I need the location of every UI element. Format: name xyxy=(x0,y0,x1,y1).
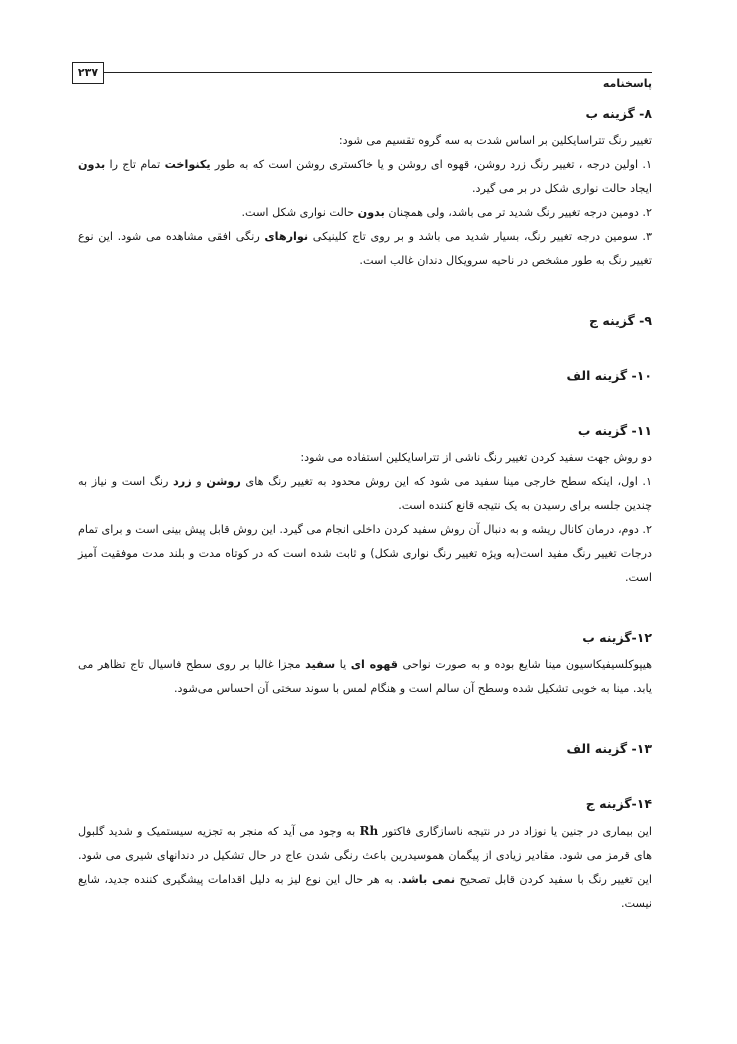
answer-10-heading: ۱۰- گزینه الف xyxy=(566,368,652,383)
answer-14-heading: ۱۴-گزینه ج xyxy=(585,796,652,811)
answer-8-paragraph-4: ۳. سومین درجه تغییر رنگ، بسیار شدید می باشد و بر روی تاج کلینیکی نوارهای رنگی افقی مشاهده می شود. این نوع تغییر رنگ به طور مشخص در ناحیه سرویکال دندان غالب است. xyxy=(78,230,653,267)
header-rule xyxy=(72,72,652,73)
answer-8-heading: ۸- گزینه ب xyxy=(585,106,652,121)
answer-content xyxy=(78,106,652,916)
answer-11-heading: ۱۱- گزینه ب xyxy=(577,423,652,438)
answer-12-paragraph-1: هیپوکلسیفیکاسیون مینا شایع بوده و به صورت نواحی قهوه ای یا سفید مجزا غالبا بر روی سطح فاسیال تاج تظاهر می یابد. مینا به خوبی تشکیل شده وسطح آن سالم است و هنگام لمس با سوند سختی آن احساس می‌شود. xyxy=(78,658,653,695)
answer-14-paragraph-1: این بیماری در جنین یا نوزاد در در نتیجه ناسازگاری فاکتور Rh به وجود می آید که منجر به تجزیه سیستمیک و شدید گلبول های قرمز می شود. مقادیر زیادی از پیگمان هموسیدرین باعث رنگی شدن عاج در حال تشکیل در دندانهای شیری می شود. این تغییر رنگ با سفید کردن قابل تصحیح نمی باشد. به هر حال این نوع لیز به دلیل اقدامات پیشگیری کننده جدید، شایع نیست. xyxy=(78,824,652,910)
answer-8-paragraph-2: ۱. اولین درجه ، تغییر رنگ زرد روشن، قهوه ای روشن و یا خاکستری روشن است که به طور یکنواخت تمام تاج را بدون ایجاد حالت نواری شکل در بر می گیرد. xyxy=(78,158,653,195)
answer-8-paragraph-1: تغییر رنگ تتراسایکلین بر اساس شدت به سه گروه تقسیم می شود: xyxy=(338,134,652,147)
answer-8-paragraph-3: ۲. دومین درجه تغییر رنگ شدید تر می باشد، ولی همچنان بدون حالت نواری شکل است. xyxy=(241,206,652,219)
page-number: ۲۳۷ xyxy=(72,62,104,84)
running-head: پاسخنامه xyxy=(602,77,652,90)
answer-11-paragraph-1: دو روش جهت سفید کردن تغییر رنگ ناشی از تتراسایکلین استفاده می شود: xyxy=(300,451,652,464)
answer-11-paragraph-2: ۱. اول، اینکه سطح خارجی مینا سفید می شود که این روش محدود به تغییر رنگ های روشن و زرد رنگ است و نیاز به چندین جلسه برای رسیدن به یک نتیجه قانع کننده است. xyxy=(78,475,653,512)
answer-13-heading: ۱۳- گزینه الف xyxy=(566,741,652,756)
answer-12-heading: ۱۲-گزینه ب xyxy=(582,630,652,645)
answer-11-paragraph-3: ۲. دوم، درمان کانال ریشه و به دنبال آن روش سفید کردن داخلی انجام می گیرد. این روش قابل پیش بینی است و برای تمام درجات تغییر رنگ مفید است(به ویژه تغییر رنگ نواری شکل) و ثابت شده است که در کوتاه مدت و بلند مدت موفقیت آمیز است. xyxy=(78,523,652,584)
answer-9-heading: ۹- گزینه ج xyxy=(589,313,652,328)
